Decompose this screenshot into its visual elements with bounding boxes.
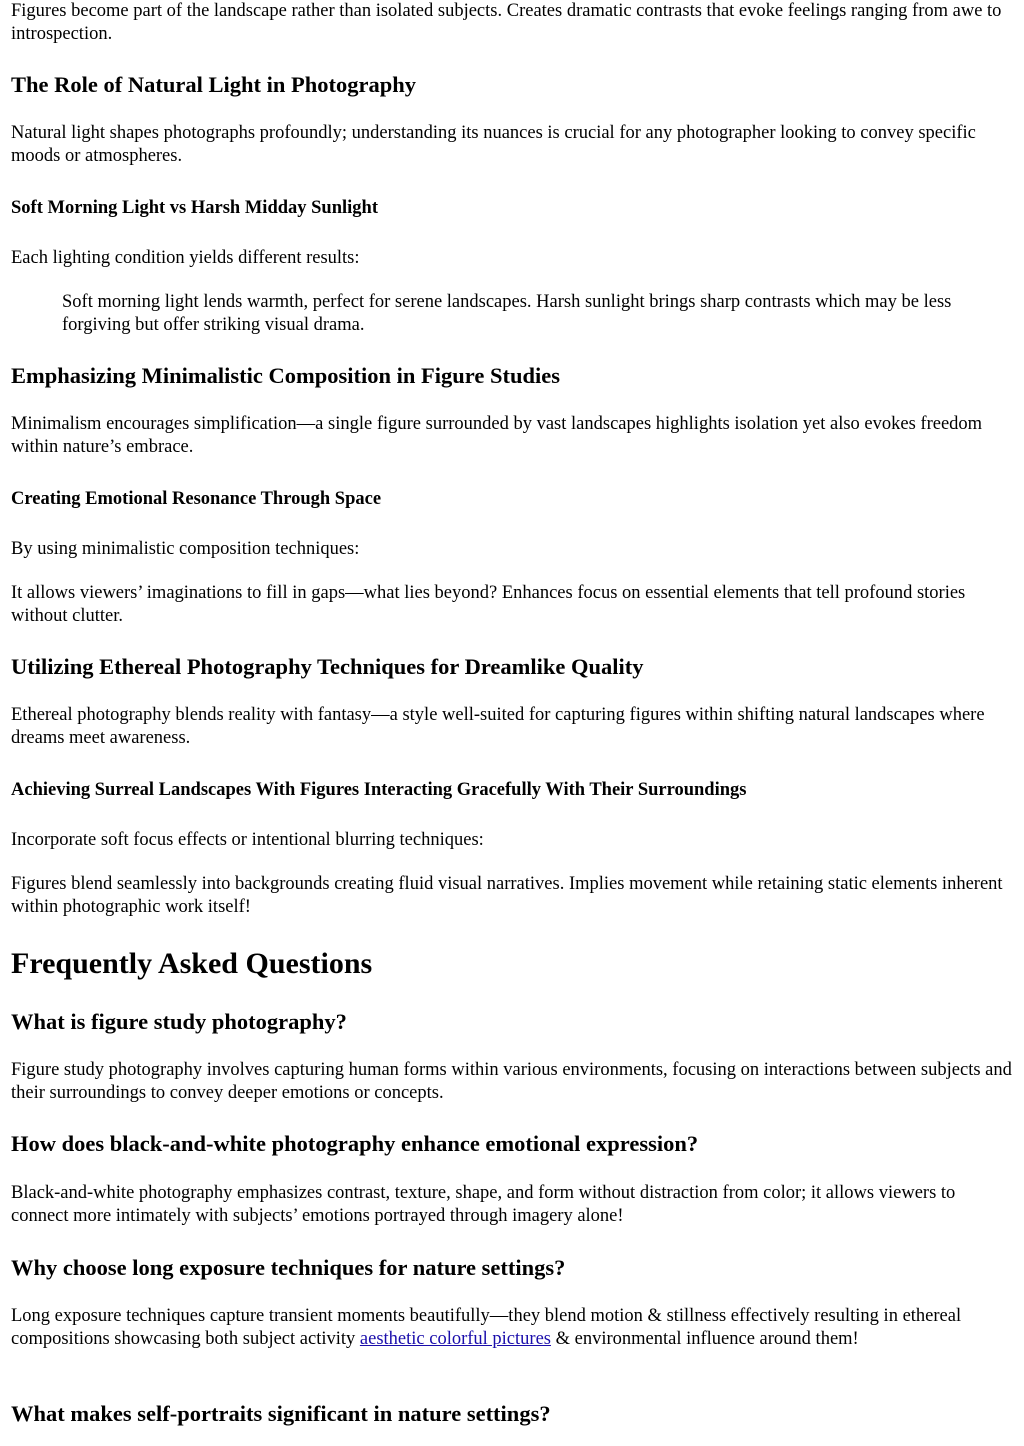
faq-question: How does black-and-white photography enhance emotional expression? bbox=[11, 1131, 699, 1156]
minimalism-lead-text: By using minimalistic composition techniques: bbox=[11, 539, 360, 559]
faq-answer bbox=[11, 1305, 1016, 1351]
subheading-emotional-resonance: Creating Emotional Resonance Through Space bbox=[11, 489, 382, 509]
lighting-lead-text: Each lighting condition yields different results: bbox=[11, 248, 360, 268]
ethereal-lead-text: Incorporate soft focus effects or intentional blurring techniques: bbox=[11, 830, 484, 850]
natural-light-paragraph: Natural light shapes photographs profoundly; understanding its nuances is crucial for any photographer looking to convey specific moods or atmospheres. bbox=[11, 123, 976, 166]
intro-paragraph: Figures become part of the landscape rather than isolated subjects. Creates dramatic contrasts that evoke feelings ranging from awe to introspection. bbox=[11, 1, 1002, 44]
subheading-morning-light: Soft Morning Light vs Harsh Midday Sunlight bbox=[11, 198, 378, 218]
faq-question: What makes self-portraits significant in nature settings? bbox=[11, 1401, 551, 1426]
faq-question: What is figure study photography? bbox=[11, 1009, 347, 1034]
faq-question: Why choose long exposure techniques for nature settings? bbox=[11, 1255, 566, 1280]
section-heading-ethereal: Utilizing Ethereal Photography Techniques for Dreamlike Quality bbox=[11, 654, 644, 679]
ethereal-paragraph: Ethereal photography blends reality with fantasy—a style well-suited for capturing figures within shifting natural landscapes where dreams meet awareness. bbox=[11, 705, 985, 748]
aesthetic-colorful-pictures-link[interactable]: aesthetic colorful pictures bbox=[359, 1329, 551, 1349]
faq-answer-text-before: Long exposure techniques capture transient moments beautifully—they blend motion & stillness effectively resulting in ethereal compositions showcasing both subject activity bbox=[11, 1306, 962, 1349]
lighting-blockquote: Soft morning light lends warmth, perfect for serene landscapes. Harsh sunlight brings sharp contrasts which may be less forgiving but offer striking visual drama. bbox=[62, 292, 952, 335]
section-heading-natural-light: The Role of Natural Light in Photography bbox=[11, 72, 417, 97]
minimalism-paragraph: Minimalism encourages simplification—a single figure surrounded by vast landscapes highlights isolation yet also evokes freedom within nature’s embrace. bbox=[11, 414, 983, 457]
ethereal-detail-text: Figures blend seamlessly into backgrounds creating fluid visual narratives. Implies movement while retaining static elements inherent within photographic work itself! bbox=[11, 874, 1003, 917]
minimalism-detail-text: It allows viewers’ imaginations to fill in gaps—what lies beyond? Enhances focus on essential elements that tell profound stories without clutter. bbox=[11, 583, 966, 626]
faq-title: Frequently Asked Questions bbox=[11, 947, 373, 980]
faq-answer: Figure study photography involves capturing human forms within various environments, focusing on interactions between subjects and their surroundings to convey deeper emotions or concepts. bbox=[11, 1060, 1012, 1103]
faq-answer-text-after: & environmental influence around them! bbox=[550, 1329, 859, 1349]
section-heading-minimalism: Emphasizing Minimalistic Composition in Figure Studies bbox=[11, 363, 561, 388]
subheading-surreal-landscapes: Achieving Surreal Landscapes With Figures Interacting Gracefully With Their Surroundings bbox=[11, 780, 747, 800]
faq-answer: Black-and-white photography emphasizes contrast, texture, shape, and form without distraction from color; it allows viewers to connect more intimately with subjects’ emotions portrayed through imagery alone! bbox=[11, 1183, 956, 1226]
